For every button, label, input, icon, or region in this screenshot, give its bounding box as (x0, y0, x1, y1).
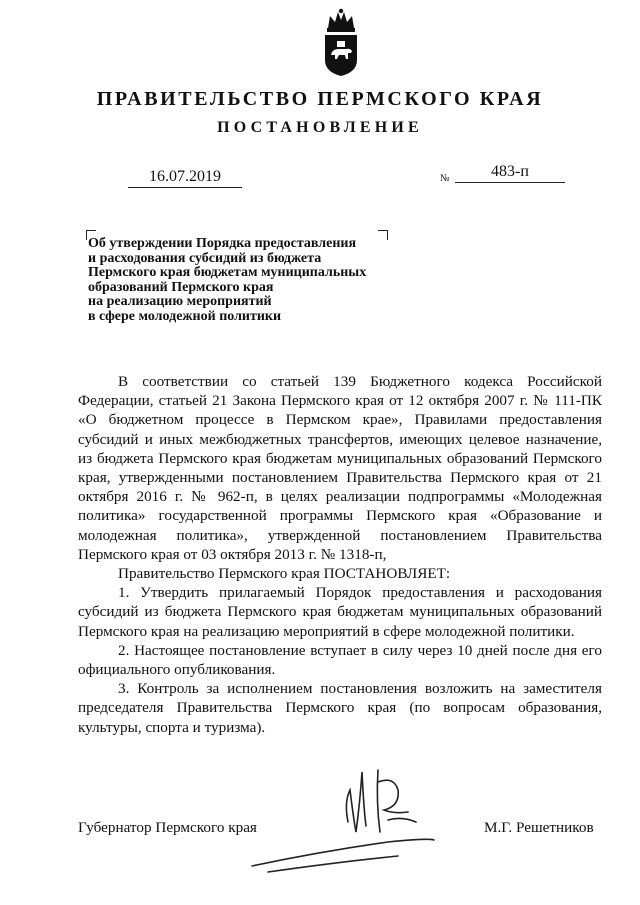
subject-line: образований Пермского края (88, 279, 274, 295)
subject-line: Пермского края бюджетам муниципальных (88, 265, 367, 280)
document-date: 16.07.2019 (128, 167, 242, 188)
resolution-paragraph: Правительство Пермского края ПОСТАНОВЛЯЕТ: (118, 565, 451, 583)
clause-2-paragraph: 2. Настоящее постановление вступает в силу через 10 дней после дня его официального опубликования. (78, 641, 602, 679)
subject-line: Об утверждении Порядка предоставления (88, 236, 357, 251)
subject-line: на реализацию мероприятий (88, 294, 272, 309)
subject-line: и расходования субсидий из бюджета (88, 250, 322, 266)
coat-of-arms-icon (322, 8, 360, 78)
clause-3-paragraph: 3. Контроль за исполнением постановления возложить на заместителя председателя Правительства Пермского края (по вопросам образования, культуры, спорта и туризма). (78, 680, 602, 736)
handwritten-signature (238, 762, 438, 882)
number-label: № (440, 173, 450, 184)
signatory-name: М.Г. Решетников (484, 819, 594, 836)
document-number: 483-п (455, 162, 565, 183)
signatory-title: Губернатор Пермского края (78, 819, 257, 836)
preamble-paragraph: В соответствии со статьей 139 Бюджетного кодекса Российской Федерации, статьей 21 Закона Пермского края от 12 октября 2007 г. № 111-ПК «О бюджетном процессе в Пермском крае», Правилами предоставления субсидий и иных межбюджетных трансфертов, имеющих целевое назначение, из бюджета Пермского края бюджетам муниципальных образований Пермского края, утвержденными постановлением Правительства Пермского края от 21 октября 2016 г. № 962-п, в целях реализации подпрограммы «Молодежная политика» государственной программы Пермского края «Образование и молодежная политика», утвержденной постановлением Правительства Пермского края от 03 октября 2013 г. № 1318-п, (78, 373, 602, 563)
subject-line: в сфере молодежной политики (88, 308, 282, 324)
organization-title: ПРАВИТЕЛЬСТВО ПЕРМСКОГО КРАЯ (96, 88, 544, 110)
document-type: ПОСТАНОВЛЕНИЕ (217, 119, 423, 136)
clause-1-paragraph: 1. Утвердить прилагаемый Порядок предоставления и расходования субсидий из бюджета Пермского края бюджетам муниципальных образований Пермского края на реализацию мероприятий в сфере молодежной политики. (78, 584, 602, 640)
document-subject (88, 237, 388, 324)
document-body (78, 372, 602, 737)
